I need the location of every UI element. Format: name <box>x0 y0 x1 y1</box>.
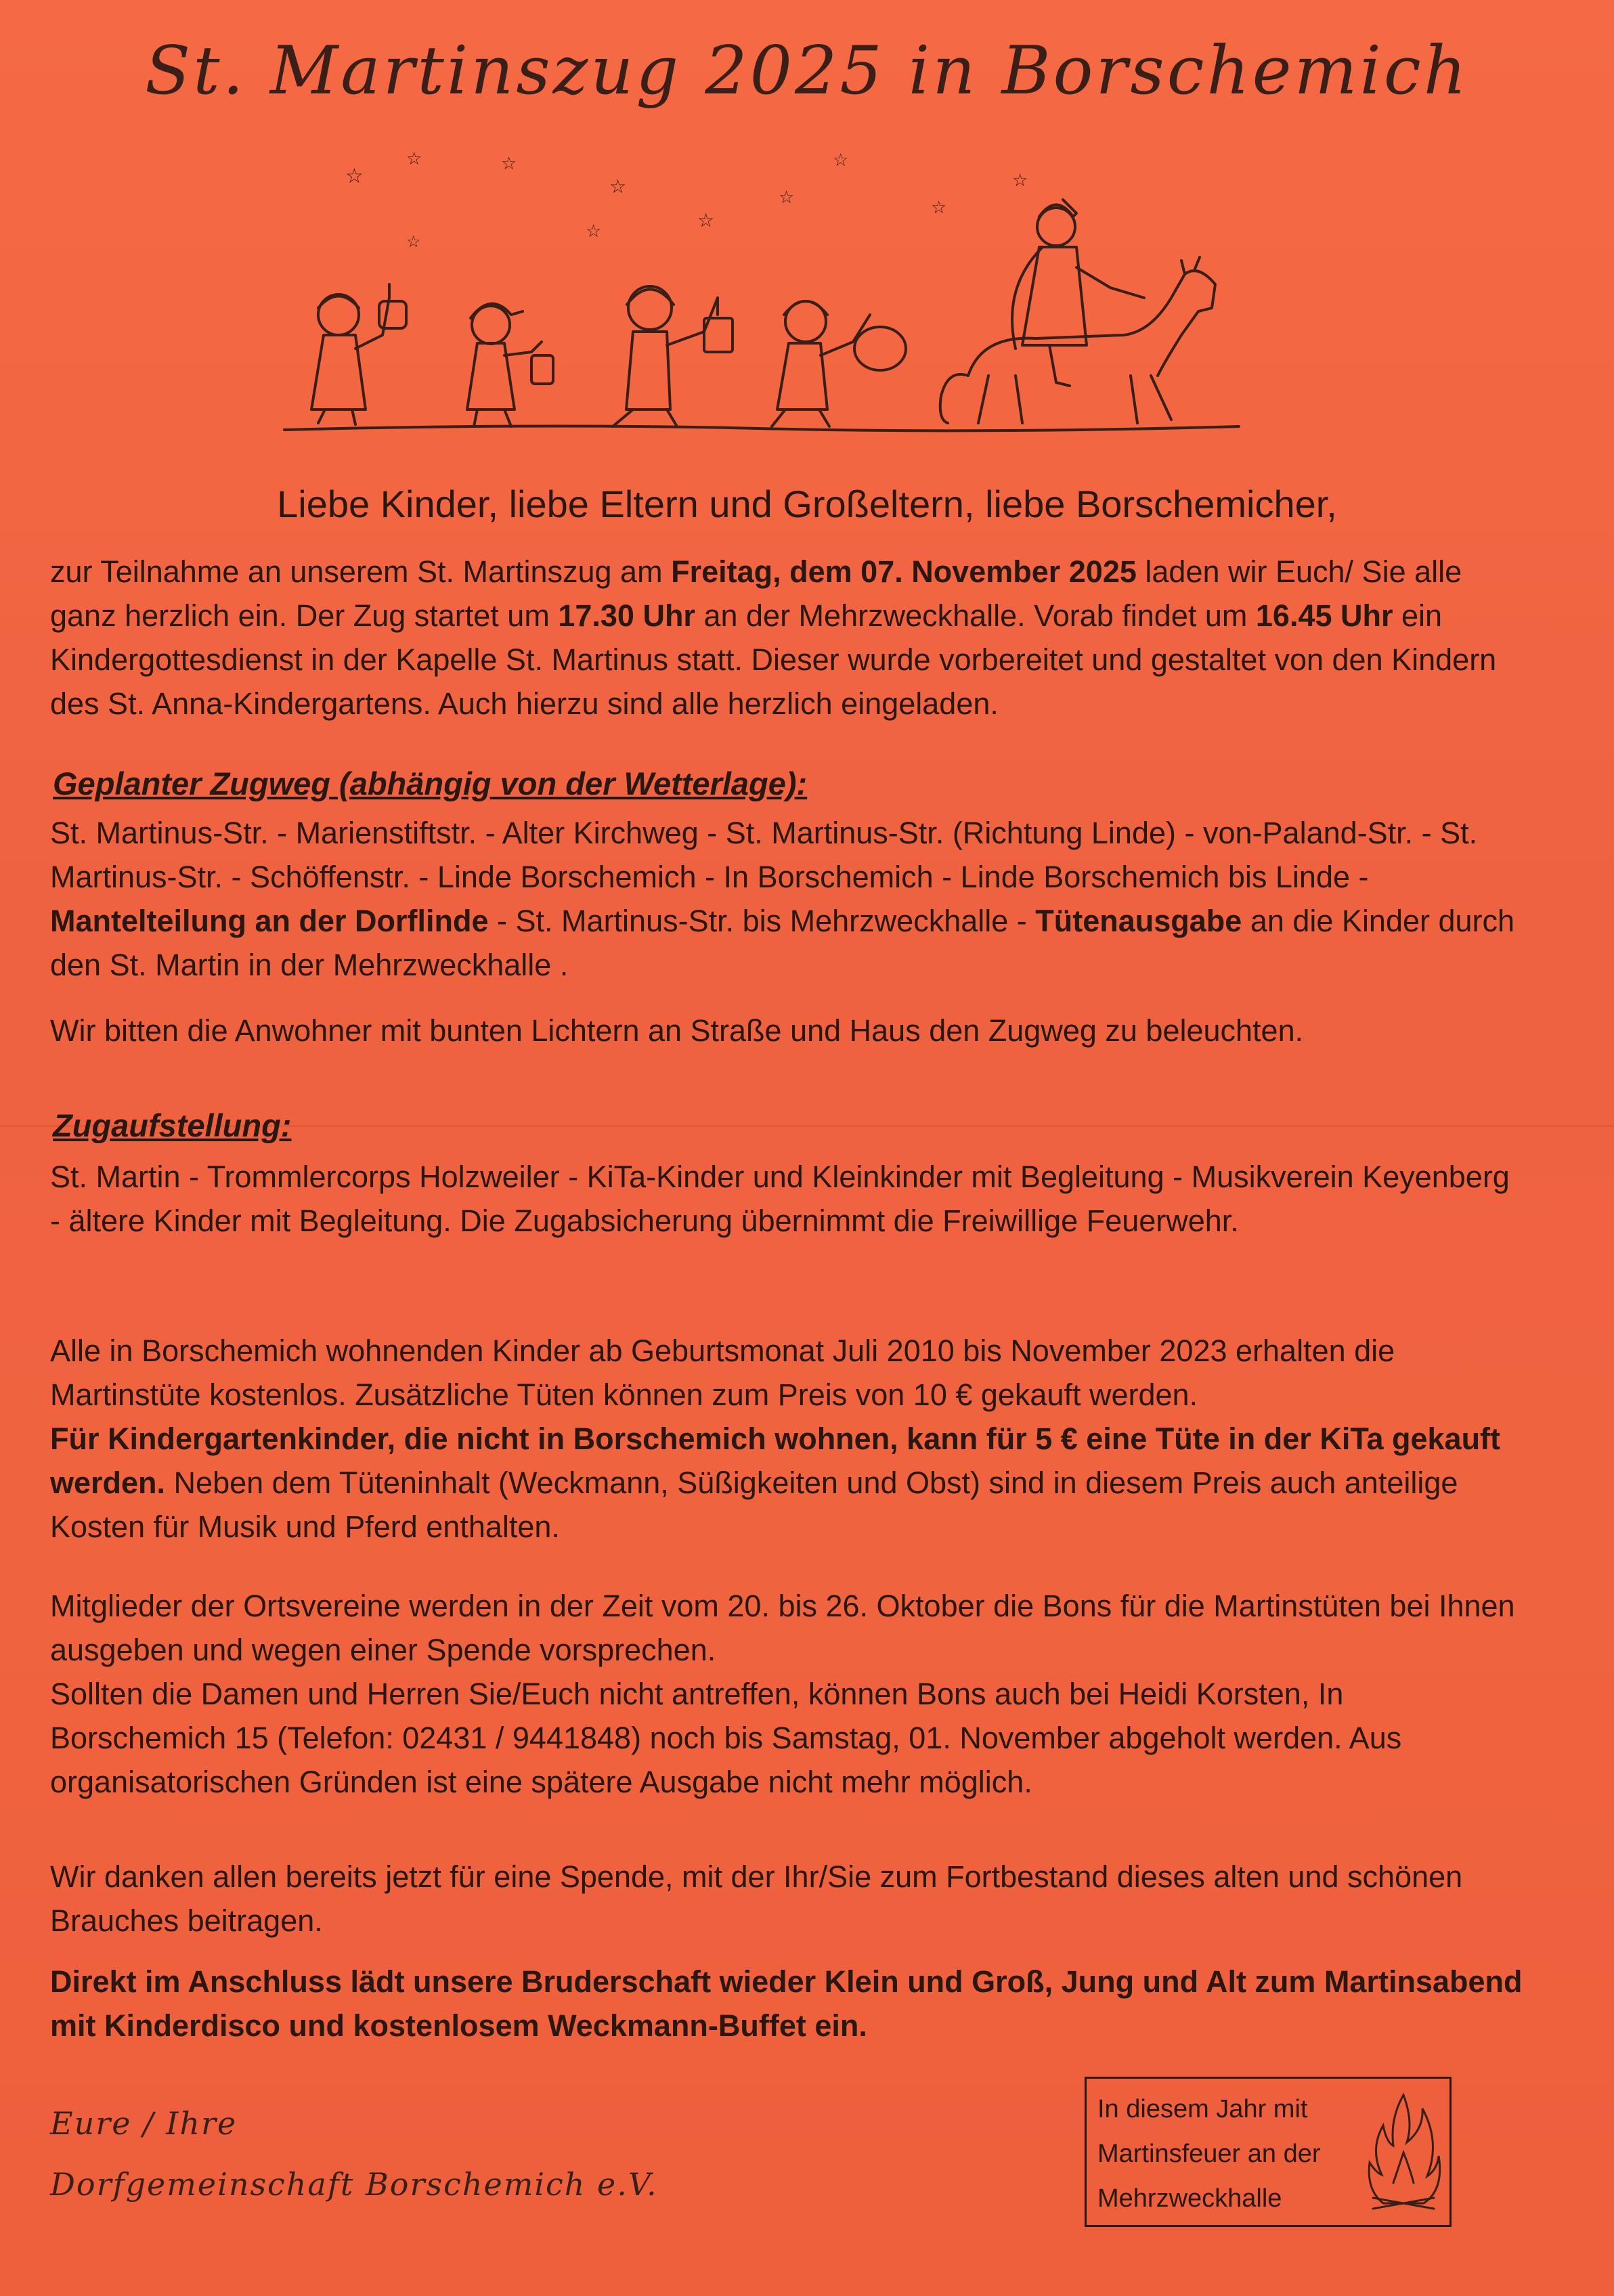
service-time: 16.45 Uhr <box>1255 598 1393 633</box>
intro-paragraph <box>50 550 1526 726</box>
svg-text:☆: ☆ <box>697 210 715 231</box>
thanks-paragraph: Wir danken allen bereits jetzt für eine Spende, mit der Ihr/Sie zum Fortbestand dieses alten und schönen Brauches beitragen. <box>50 1859 1463 1938</box>
bags-text-2: Neben dem Tüteninhalt (Weckmann, Süßigkeiten und Obst) sind in diesem Preis auch anteilige Kosten für Musik und Pferd enthalten. <box>50 1465 1458 1544</box>
greeting: Liebe Kinder, liebe Eltern und Großeltern, liebe Borschemicher, <box>277 483 1337 525</box>
route-text-1: St. Martinus-Str. - Marienstiftstr. - Alter Kirchweg - St. Martinus-Str. (Richtung Linde) - von-Paland-Str. - St. Martinus-Str. - Schöffenstr. - Linde Borschemich - In Borschemich - Linde Borschemich bis Linde - <box>50 816 1478 894</box>
intro-text-3: an der Mehrzweckhalle. Vorab findet um <box>695 598 1256 633</box>
st-martin-on-horse-illustration <box>940 200 1215 423</box>
stars-decoration <box>345 152 1028 251</box>
children-with-lanterns-illustration <box>311 284 906 426</box>
intro-text-2: laden wir Euch/ Sie alle ganz herzlich ein. Der Zug startet um <box>50 554 1462 633</box>
procession-illustration <box>271 152 1246 464</box>
bags-paragraph <box>50 1329 1526 1549</box>
firebox-line-3: Mehrzweckhalle <box>1097 2184 1282 2213</box>
lights-paragraph: Wir bitten die Anwohner mit bunten Lichtern an Straße und Haus den Zugweg zu beleuchten. <box>50 1013 1304 1048</box>
bags-text-1: Alle in Borschemich wohnenden Kinder ab Geburtsmonat Juli 2010 bis November 2023 erhalten die Martinstüte kostenlos. Zusätzliche Tüten können zum Preis von 10 € gekauft werden. <box>50 1333 1395 1412</box>
route-text-3: an die Kinder durch den St. Martin in der Mehrzweckhalle . <box>50 904 1515 982</box>
route-text-2: - St. Martinus-Str. bis Mehrzweckhalle - <box>488 904 1036 938</box>
page-title: St. Martinszug 2025 in Borschemich <box>145 32 1469 110</box>
lineup-heading: Zugaufstellung: <box>53 1107 292 1143</box>
bag-distribution: Tütenausgabe <box>1035 904 1242 938</box>
vouchers-text-1: Mitglieder der Ortsvereine werden in der Zeit vom 20. bis 26. Oktober die Bons für die Martinstüten bei Ihnen ausgeben und wegen einer Spende vorsprechen. <box>50 1589 1515 1667</box>
svg-text:☆: ☆ <box>501 153 517 173</box>
lineup-paragraph: St. Martin - Trommlercorps Holzweiler - KiTa-Kinder und Kleinkinder mit Begleitung - Musikverein Keyenberg - ältere Kinder mit Begleitung. Die Zugabsicherung übernimmt die Freiwillige Feuerwehr. <box>50 1160 1510 1238</box>
svg-text:☆: ☆ <box>406 152 422 169</box>
kindergarten-bags: Für Kindergartenkinder, die nicht in Borschemich wohnen, kann für 5 € eine Tüte in der KiTa gekauft werden. <box>50 1421 1501 1500</box>
cloak-sharing: Mantelteilung an der Dorflinde <box>50 904 489 938</box>
svg-text:☆: ☆ <box>931 197 947 217</box>
firebox-line-1: In diesem Jahr mit <box>1097 2095 1308 2123</box>
svg-text:☆: ☆ <box>609 176 627 197</box>
intro-text-4: ein Kindergottesdienst in der Kapelle St. Martinus statt. Dieser wurde vorbereitet und gestaltet von den Kindern des St. Anna-Kindergartens. Auch hierzu sind alle herzlich eingeladen. <box>50 598 1497 721</box>
svg-text:☆: ☆ <box>833 152 849 170</box>
evening-paragraph: Direkt im Anschluss lädt unsere Bruderschaft wieder Klein und Groß, Jung und Alt zum Martinsabend mit Kinderdisco und kostenlosem Weckmann-Buffet ein. <box>50 1964 1523 2043</box>
start-time: 17.30 Uhr <box>558 598 695 633</box>
vouchers-paragraph <box>50 1584 1526 1804</box>
fire-icon <box>1363 2088 1444 2220</box>
signature-greeting: Eure / Ihre <box>50 2105 238 2142</box>
firebox-line-2: Martinsfeuer an der <box>1097 2140 1321 2168</box>
martinsfeuer-box <box>1085 2077 1452 2227</box>
route-heading: Geplanter Zugweg (abhängig von der Wetterlage): <box>53 766 808 801</box>
intro-text-1: zur Teilnahme an unserem St. Martinszug am <box>50 554 672 589</box>
svg-text:☆: ☆ <box>779 187 795 207</box>
route-paragraph <box>50 811 1526 987</box>
svg-text:☆: ☆ <box>406 233 421 251</box>
ground-line <box>284 426 1239 430</box>
signature-organization: Dorfgemeinschaft Borschemich e.V. <box>50 2166 658 2203</box>
svg-text:☆: ☆ <box>586 221 602 241</box>
vouchers-text-2: Sollten die Damen und Herren Sie/Euch nicht antreffen, können Bons auch bei Heidi Korsten, In Borschemich 15 (Telefon: 02431 / 9441848) noch bis Samstag, 01. November abgeholt werden. Aus organisatorischen Gründen ist eine spätere Ausgabe nicht mehr möglich. <box>50 1677 1402 1799</box>
svg-text:☆: ☆ <box>1012 170 1028 190</box>
martinsfeuer-text <box>1097 2087 1368 2221</box>
event-date: Freitag, dem 07. November 2025 <box>671 554 1137 589</box>
svg-text:☆: ☆ <box>345 165 364 187</box>
